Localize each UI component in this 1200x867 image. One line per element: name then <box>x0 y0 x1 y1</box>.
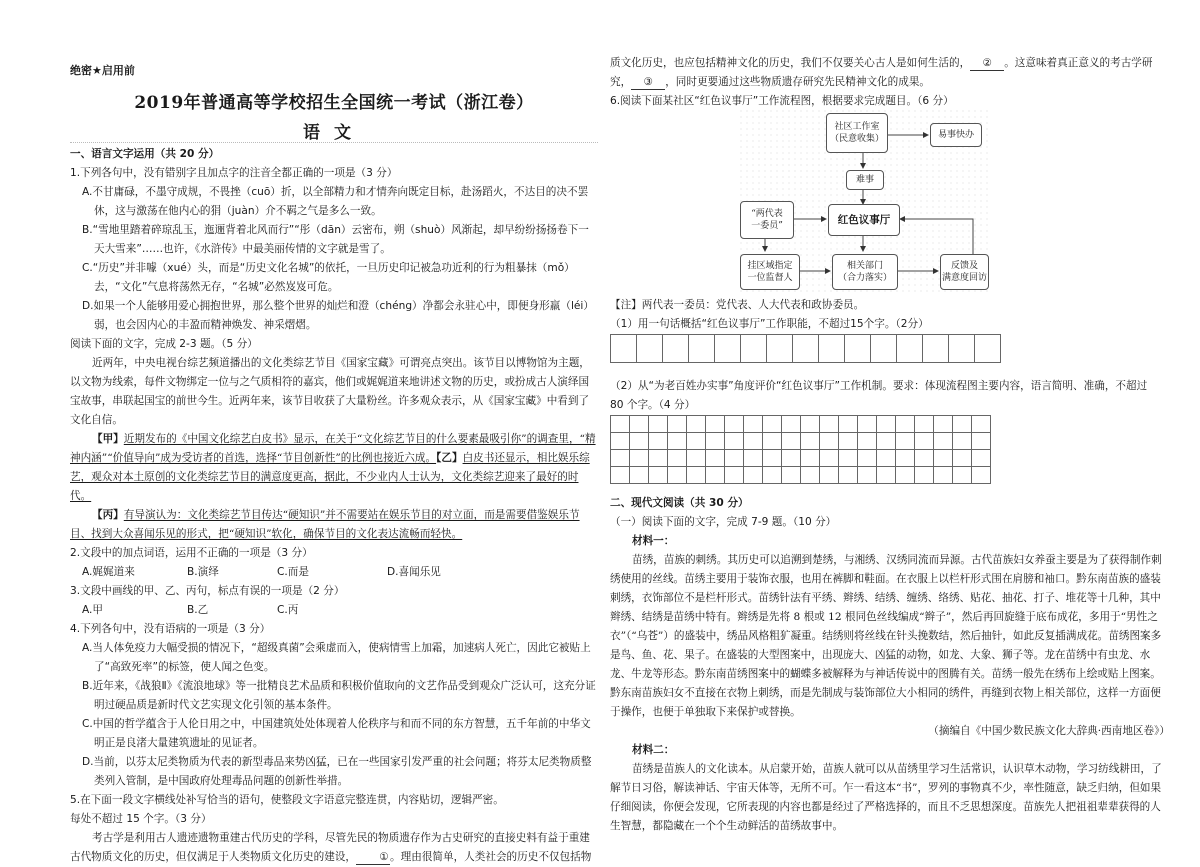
answer-cell[interactable] <box>896 416 915 433</box>
q1-option-a: A.不甘庸碌，不墨守成规，不畏挫（cuō）折，以全部精力和才情奔向既定目标，赴汤蹈火，不达目的决不罢休，这与激荡在他内心的狷（juàn）介不羁之气是多么一致。 <box>82 186 589 217</box>
sentence-jia: 近期发布的《中国文化综艺白皮书》显示，在关于“文化综艺节目的什么要素最吸引你”的调查里，“精神内涵”“价值导向”成为受访者的首选，选择“节目创新性”的比例也接近六成。 <box>70 433 596 464</box>
answer-cell[interactable] <box>877 467 896 484</box>
q3-options <box>70 601 598 620</box>
answer-cell[interactable] <box>611 433 630 450</box>
answer-cell[interactable] <box>801 416 820 433</box>
box-easy-matters <box>930 123 982 147</box>
answer-cell[interactable] <box>915 416 934 433</box>
box-community-office-line1: 社区工作室 <box>834 122 880 132</box>
q3-option-b: B.乙 <box>187 604 209 616</box>
material1-text: 苗绣，苗族的刺绣。其历史可以追溯到楚绣，与湘绣、汉绣同流而异源。古代苗族妇女养蚕主要是为了获得制作刺绣使用的丝线。苗绣主要用于装饰衣服，也用在裤脚和鞋面。在衣服上以栏杆形式围在肩膀和袖口。黔东南苗族的盛装刺绣，衣饰部位不是栏杆形式。苗绣针法有平绣、辫绣、结绣、缠绣、络绣、贴花、抽花、打子、堆花等十几种，其中辫绣、结绣是苗绣中特有。辫绣是先将 8 根或 12 根同色丝线编成“辫子”，然后再回旋缝于底布成花，多用于“男性之衣”（“乌苍”）的盛装中，绣品风格粗犷凝重。结绣则将丝线在针头挽数结，然后抽针，如此反复插满成花。苗绣图案多是鸟、鱼、花、果子。在盛装的大型图案中，出现庞大、凶猛的动物，如龙、大象、狮子等。龙在苗绣中有虫龙、水龙、牛龙等形态。黔东南苗绣图案中的蝴蝶多被解释为与神话传说中的图腾有关。苗绣一般先在绣布上绘或贴上图案。黔东南苗族妇女不直接在衣物上刺绣，而是先制成与装饰部位大小相同的绣件，再缝到衣物上相关部位，这样一方面便于操作，也便于单独取下来保护或替换。 <box>610 554 1162 718</box>
box-red-hall-label: 红色议事厅 <box>837 214 891 226</box>
answer-cell[interactable] <box>934 467 953 484</box>
answer-cell[interactable] <box>953 450 972 467</box>
section1-title: 一、语言文字运用（共 20 分） <box>70 148 220 160</box>
answer-cell[interactable] <box>801 450 820 467</box>
box-two-reps-line2: 一委员” <box>751 221 783 231</box>
answer-cell[interactable] <box>820 416 839 433</box>
box-two-reps-line1: “两代表 <box>751 209 783 219</box>
answer-cell[interactable] <box>923 335 949 363</box>
answer-cell[interactable] <box>611 467 630 484</box>
q4-stem: 4.下列各句中，没有语病的一项是（3 分） <box>70 623 271 635</box>
q6-subquestions <box>610 296 1170 484</box>
answer-cell[interactable] <box>763 433 782 450</box>
answer-cell[interactable] <box>839 450 858 467</box>
sentence-yi: 白皮书还显示，相比娱乐综艺，观众对本土原创的文化类综艺节目的满意度更高，据此，不少业内人士认为，文化类综艺迎来了最好的时代。 <box>70 452 590 502</box>
material2-text: 苗绣是苗族人的文化读本。从启蒙开始，苗族人就可以从苗绣里学习生活常识，认识草木动物，学习纺线耕田，了解节日习俗，解读神话、宇宙天体等，无所不可。乍一看这本“书”，罗列的事物真不少，率性随意，缺乏归纳，但如果仔细阅读，你便会发现，它所表现的内容也都是经过了严格选择的，而且不乏思想深度。苗族先人把祖祖辈辈获得的人生智慧，都隐藏在一个个生动鲜活的苗绣故事中。 <box>610 763 1162 832</box>
box-supervisor <box>740 254 800 290</box>
answer-cell[interactable] <box>611 335 637 363</box>
q5-text-c: 质文化历史，也应包括精神文化的历史，我们不仅要关心古人是如何生活的， <box>610 57 971 69</box>
answer-cell[interactable] <box>915 450 934 467</box>
answer-cell[interactable] <box>630 416 649 433</box>
answer-cell[interactable] <box>725 450 744 467</box>
q3-option-c: C.丙 <box>277 604 299 616</box>
passage-intro: 阅读下面的文字，完成 2-3 题。（5 分） <box>70 338 258 350</box>
q3-option-a: A.甲 <box>82 604 104 616</box>
label-yi: 【乙】 <box>436 452 463 464</box>
box-feedback-line1: 反馈及 <box>950 261 978 271</box>
box-hard-matters-label: 难事 <box>855 175 874 185</box>
box-hard-matters <box>846 170 884 190</box>
answer-cell[interactable] <box>767 335 793 363</box>
red-hall-flowchart <box>738 108 988 294</box>
answer-cell[interactable] <box>972 450 991 467</box>
confidential-mark: 绝密★启用前 <box>70 64 135 77</box>
answer-cell[interactable] <box>782 416 801 433</box>
answer-cell[interactable] <box>725 467 744 484</box>
q5-blank-2[interactable]: ② <box>970 57 1004 71</box>
answer-cell[interactable] <box>839 467 858 484</box>
answer-cell[interactable] <box>741 335 767 363</box>
passage-paragraph-2 <box>70 430 598 506</box>
answer-cell[interactable] <box>637 335 663 363</box>
q2-option-a: A.娓娓道来 <box>82 566 135 578</box>
box-departments-line2: （合力落实） <box>837 273 892 283</box>
answer-grid-row <box>611 433 991 450</box>
answer-cell[interactable] <box>858 467 877 484</box>
box-departments-line1: 相关部门 <box>846 261 883 271</box>
answer-cell[interactable] <box>687 450 706 467</box>
answer-cell[interactable] <box>972 467 991 484</box>
answer-cell[interactable] <box>630 433 649 450</box>
answer-cell[interactable] <box>819 335 845 363</box>
q5-text-e: ，同时更要通过这些物质遗存研究先民精神文化的成果。 <box>665 76 931 88</box>
answer-cell[interactable] <box>706 433 725 450</box>
box-supervisor-line1: 挂区域指定 <box>747 261 793 271</box>
answer-cell[interactable] <box>801 467 820 484</box>
q1-option-b: B.“雪地里踏着碎琼乱玉，迤逦背着北风而行”“彤（dān）云密布，朔（shuò）风渐起，却早纷纷扬扬卷下一天大雪来”……也许，《水浒传》中最美丽传情的文字就是雪了。 <box>82 224 589 255</box>
answer-cell[interactable] <box>782 433 801 450</box>
material2-label: 材料二： <box>632 744 675 756</box>
answer-cell[interactable] <box>744 450 763 467</box>
answer-cell[interactable] <box>858 450 877 467</box>
answer-cell[interactable] <box>668 450 687 467</box>
q5-blank-3[interactable]: ③ <box>631 76 665 90</box>
q4-option-d: D.当前，以芬太尼类物质为代表的新型毒品来势凶猛，已在一些国家引发严重的社会问题；将芬太尼类物质整类列入管制，是中国政府处理毒品问题的创新性举措。 <box>82 756 592 787</box>
answer-cell[interactable] <box>858 433 877 450</box>
exam-title: 2019年普通高等学校招生全国统一考试（浙江卷） <box>134 93 534 113</box>
answer-cell[interactable] <box>649 450 668 467</box>
answer-cell[interactable] <box>630 450 649 467</box>
answer-cell[interactable] <box>668 467 687 484</box>
box-feedback <box>940 254 989 290</box>
answer-cell[interactable] <box>975 335 1001 363</box>
answer-cell[interactable] <box>934 416 953 433</box>
header-divider <box>70 142 598 143</box>
answer-cell[interactable] <box>953 416 972 433</box>
q1-option-d: D.如果一个人能够用爱心拥抱世界，那么整个世界的灿烂和澄（chéng）净都会永驻心中，即便身形羸（léi）弱，也会因内心的丰盈而精神焕发、神采熠熠。 <box>82 300 594 331</box>
box-two-reps-one-member <box>740 201 794 239</box>
passage-paragraph-3 <box>70 506 598 544</box>
answer-cell[interactable] <box>972 433 991 450</box>
q6-stem: 6.阅读下面某社区“红色议事厅”工作流程图，根据要求完成题目。（6 分） <box>610 95 954 107</box>
left-column <box>70 145 598 867</box>
q5-text-a: 考古学是利用古人遗迹遗物重建古代历史的学科，尽管先民的物质遗存作为古史研究的直接史料有益于重建古代物质文化的历史，但仅满足于人类物质文化历史的建设， <box>70 832 590 863</box>
answer-cell[interactable] <box>949 335 975 363</box>
q5-text-b: 。理由很简单，人类社会的历史不仅包括物 <box>390 851 592 863</box>
box-easy-matters-label: 易事快办 <box>937 130 974 140</box>
q4-option-b: B.近年来，《战狼Ⅱ》《流浪地球》等一批精良艺术品质和积极价值取向的文艺作品受到观众广泛认可，这充分证明过硬品质是新时代文艺实现文化引领的基本条件。 <box>82 680 596 711</box>
arrow-feedback-to-hall <box>900 219 973 254</box>
answer-cell[interactable] <box>934 450 953 467</box>
q5-passage-continued <box>610 54 1170 92</box>
answer-cell[interactable] <box>877 433 896 450</box>
q2-stem: 2.文段中的加点词语，运用不正确的一项是（3 分） <box>70 547 313 559</box>
answer-cell[interactable] <box>630 467 649 484</box>
q6-sub1: （1）用一句话概括“红色议事厅”工作职能，不超过15个字。（2分） <box>610 318 929 330</box>
box-red-hall <box>828 204 900 236</box>
answer-cell[interactable] <box>744 433 763 450</box>
answer-cell[interactable] <box>934 433 953 450</box>
answer-cell[interactable] <box>668 433 687 450</box>
answer-cell[interactable] <box>649 433 668 450</box>
answer-cell[interactable] <box>858 416 877 433</box>
answer-grid-row <box>611 450 991 467</box>
label-bing: 【丙】 <box>92 509 124 521</box>
q2-option-b: B.演绎 <box>187 566 219 578</box>
q5-text-d: 。这意味着真正意义的考古学研究， <box>610 57 1153 88</box>
q2-option-c: C.而是 <box>277 566 309 578</box>
answer-cell[interactable] <box>744 467 763 484</box>
q2-option-d: D.喜闻乐见 <box>387 566 441 578</box>
answer-cell[interactable] <box>897 335 923 363</box>
q5-passage <box>70 829 598 867</box>
answer-grid-sub2[interactable] <box>610 415 991 484</box>
answer-cell[interactable] <box>782 450 801 467</box>
q5-stem: 5.在下面一段文字横线处补写恰当的语句，使整段文字语意完整连贯，内容贴切，逻辑严密。 <box>70 794 504 806</box>
answer-cell[interactable] <box>793 335 819 363</box>
answer-cell[interactable] <box>649 467 668 484</box>
answer-cell[interactable] <box>839 416 858 433</box>
answer-cell[interactable] <box>687 433 706 450</box>
q6-sub2: （2）从“为老百姓办实事”角度评价“红色议事厅”工作机制。要求：体现流程图主要内容，语言简明、准确，不超过 80 个字。（4 分） <box>610 380 1148 411</box>
answer-cell[interactable] <box>663 335 689 363</box>
answer-cell[interactable] <box>611 450 630 467</box>
q4-option-c: C.中国的哲学蕴含于人伦日用之中，中国建筑处处体现着人伦秩序与和而不同的东方智慧，五千年前的中华文明正是良渚大量建筑遗址的见证者。 <box>82 718 591 749</box>
box-feedback-line2: 满意度回访 <box>941 273 987 283</box>
q4-option-a: A.当人体免疫力大幅受损的情况下，“超级真菌”会乘虚而入，使病情雪上加霜，加速病人死亡，因此它被贴上了“高致死率”的标签，使人闻之色变。 <box>82 642 591 673</box>
answer-cell[interactable] <box>915 467 934 484</box>
answer-cell[interactable] <box>763 416 782 433</box>
section2 <box>610 494 1170 836</box>
answer-grid-row <box>611 467 991 484</box>
answer-cell[interactable] <box>763 450 782 467</box>
answer-cell[interactable] <box>782 467 801 484</box>
q5-blank-1[interactable]: ① <box>356 851 390 865</box>
answer-cell[interactable] <box>820 467 839 484</box>
part1-intro: （一）阅读下面的文字，完成 7-9 题。（10 分） <box>610 516 837 528</box>
q5-stem-limit: 每处不超过 15 个字。（3 分） <box>70 813 212 825</box>
sentence-bing: 有导演认为：文化类综艺节目传达“硬知识”并不需要站在娱乐节目的对立面，而是需要借鉴娱乐节目、找到大众喜闻乐见的形式，把“硬知识”软化，确保节目的文化表达流畅而轻快。 <box>70 509 580 540</box>
q3-stem: 3.文段中画线的甲、乙、丙句，标点有误的一项是（2 分） <box>70 585 345 597</box>
answer-cell[interactable] <box>706 467 725 484</box>
answer-cell[interactable] <box>915 433 934 450</box>
answer-grid-sub1[interactable] <box>610 334 1001 363</box>
label-jia: 【甲】 <box>92 433 124 445</box>
answer-cell[interactable] <box>715 335 741 363</box>
answer-cell[interactable] <box>896 467 915 484</box>
right-column <box>610 54 1170 111</box>
answer-cell[interactable] <box>953 467 972 484</box>
passage-paragraph-1: 近两年，中央电视台综艺频道播出的文化类综艺节目《国家宝藏》可谓亮点突出。该节目以博物馆为主题，以文物为线索，每件文物绑定一位与之气质相符的嘉宾，他们或娓娓道来地讲述文物的历史，或扮成古人演绎国宝故事，串联起国宝的前世今生。近两年来，该节目收获了大量粉丝。许多观众表示，从《国家宝藏》中看到了文化自信。 <box>70 357 590 426</box>
box-supervisor-line2: 一位监督人 <box>747 273 793 283</box>
answer-cell[interactable] <box>896 450 915 467</box>
answer-cell[interactable] <box>687 416 706 433</box>
answer-cell[interactable] <box>877 416 896 433</box>
flowchart-note: 【注】两代表一委员：党代表、人大代表和政协委员。 <box>610 299 865 311</box>
box-departments <box>832 254 898 290</box>
answer-cell[interactable] <box>706 416 725 433</box>
answer-cell[interactable] <box>845 335 871 363</box>
q1-option-c: C.“历史”并非噱（xué）头，而是“历史文化名城”的依托，一旦历史印记被急功近利的行为粗暴抹（mǒ）去，“文化”气息将荡然无存，“名城”必然岌岌可危。 <box>82 262 575 293</box>
answer-cell[interactable] <box>871 335 897 363</box>
answer-cell[interactable] <box>649 416 668 433</box>
answer-cell[interactable] <box>725 433 744 450</box>
answer-cell[interactable] <box>763 467 782 484</box>
answer-cell[interactable] <box>611 416 630 433</box>
answer-cell[interactable] <box>972 416 991 433</box>
answer-grid-row <box>611 335 1001 363</box>
box-community-office <box>826 113 888 153</box>
answer-cell[interactable] <box>689 335 715 363</box>
answer-grid-row <box>611 416 991 433</box>
answer-cell[interactable] <box>953 433 972 450</box>
answer-cell[interactable] <box>706 450 725 467</box>
material1-label: 材料一： <box>632 535 675 547</box>
answer-cell[interactable] <box>896 433 915 450</box>
answer-cell[interactable] <box>725 416 744 433</box>
answer-cell[interactable] <box>687 467 706 484</box>
answer-cell[interactable] <box>801 433 820 450</box>
answer-cell[interactable] <box>839 433 858 450</box>
answer-cell[interactable] <box>820 433 839 450</box>
material1-source: （摘编自《中国少数民族文化大辞典·西南地区卷》） <box>928 725 1170 737</box>
q2-options <box>70 563 598 582</box>
section2-title: 二、现代文阅读（共 30 分） <box>610 497 749 509</box>
answer-cell[interactable] <box>744 416 763 433</box>
subject-title: 语文 <box>303 123 365 143</box>
answer-cell[interactable] <box>820 450 839 467</box>
answer-cell[interactable] <box>668 416 687 433</box>
box-community-office-line2: （民意收集） <box>829 134 884 144</box>
answer-cell[interactable] <box>877 450 896 467</box>
q1-stem: 1.下列各句中，没有错别字且加点字的注音全都正确的一项是（3 分） <box>70 167 398 179</box>
